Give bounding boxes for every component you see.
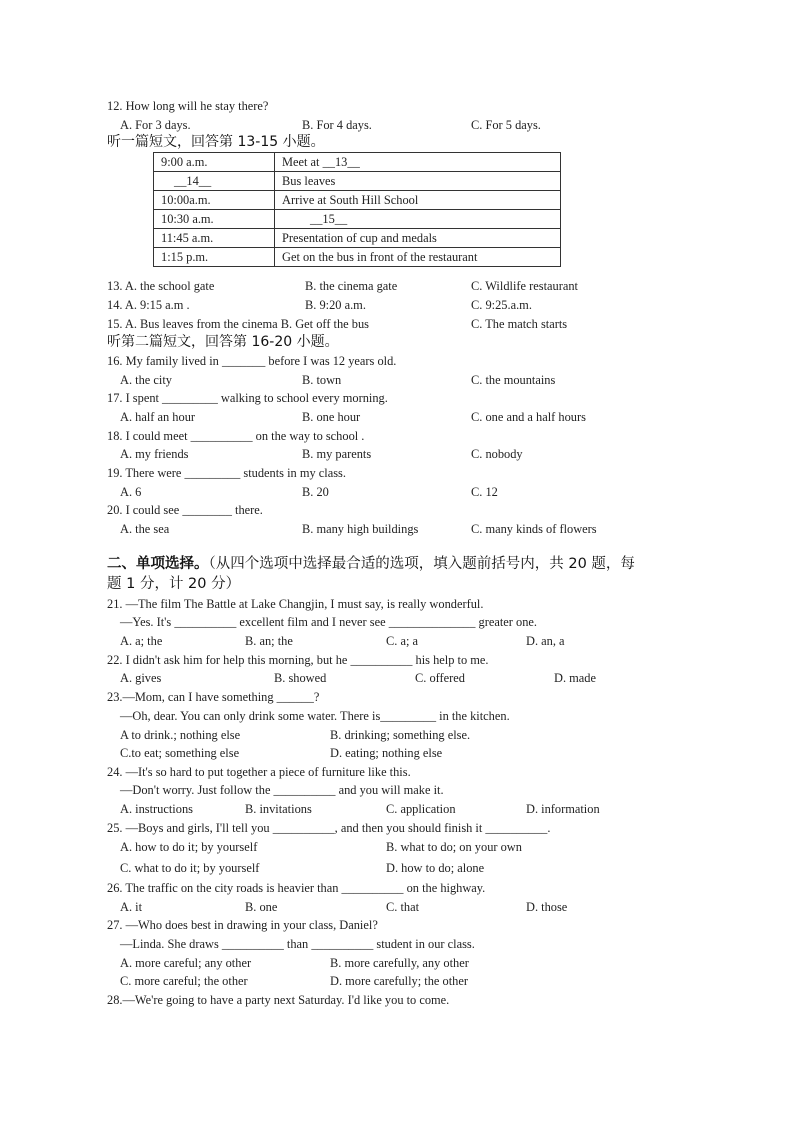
q18-option-c: C. nobody (471, 447, 523, 461)
q18-option-a: A. my friends (120, 447, 189, 461)
q27-option-a: A. more careful; any other (120, 956, 252, 970)
q20-stem: 20. I could see ________ there. (107, 503, 263, 517)
table-row (154, 191, 561, 210)
section-heading-16-20: 听第二篇短文，回答第 16-20 小题。 (107, 334, 339, 350)
q26-option-c: C. that (386, 900, 420, 914)
q27-stem: 27. —Who does best in drawing in your class, Daniel? (107, 918, 378, 932)
q13-option-c: C. Wildlife restaurant (471, 279, 578, 293)
q22-option-c: C. offered (415, 671, 466, 685)
schedule-event: Bus leaves (275, 172, 561, 191)
q18-stem: 18. I could meet __________ on the way to school . (107, 429, 365, 443)
q14-option-b: B. 9:20 a.m. (305, 298, 366, 312)
q26-option-d: D. those (526, 900, 568, 914)
q12-option-c: C. For 5 days. (471, 118, 541, 132)
q26-stem: 26. The traffic on the city roads is heavier than __________ on the highway. (107, 881, 486, 895)
q24-option-a: A. instructions (120, 802, 193, 816)
q24-stem-line2: —Don't worry. Just follow the __________ and you will make it. (120, 783, 444, 797)
schedule-event: Get on the bus in front of the restaurant (275, 248, 561, 267)
q13-option-b: B. the cinema gate (305, 279, 398, 293)
table-row (154, 153, 561, 172)
q12-stem: 12. How long will he stay there? (107, 99, 269, 113)
q25-option-b: B. what to do; on your own (386, 840, 522, 854)
q23-option-a: A to drink.; nothing else (120, 728, 241, 742)
part2-note: （从四个选项中选择最合适的选项，填入题前括号内，共 20 题，每 (208, 556, 635, 572)
schedule-event: Presentation of cup and medals (275, 229, 561, 248)
part2-title: 二、单项选择。 (107, 556, 209, 572)
q12-option-b: B. For 4 days. (302, 118, 372, 132)
q18-option-b: B. my parents (302, 447, 372, 461)
table-row (154, 229, 561, 248)
schedule-event: Arrive at South Hill School (275, 191, 561, 210)
q12-option-a: A. For 3 days. (120, 118, 191, 132)
section-heading-13-15: 听一篇短文，回答第 13-15 小题。 (107, 134, 325, 150)
q26-option-b: B. one (245, 900, 278, 914)
q21-option-c: C. a; a (386, 634, 418, 648)
q25-option-a: A. how to do it; by yourself (120, 840, 258, 854)
q20-option-c: C. many kinds of flowers (471, 522, 597, 536)
q28-stem: 28.—We're going to have a party next Saturday. I'd like you to come. (107, 993, 450, 1007)
schedule-time: 11:45 a.m. (154, 229, 275, 248)
q17-stem: 17. I spent _________ walking to school every morning. (107, 391, 388, 405)
q17-option-c: C. one and a half hours (471, 410, 586, 424)
schedule-time: 10:30 a.m. (154, 210, 275, 229)
q26-option-a: A. it (120, 900, 143, 914)
q20-option-b: B. many high buildings (302, 522, 419, 536)
q19-stem: 19. There were _________ students in my class. (107, 466, 346, 480)
table-row (154, 172, 561, 191)
table-row (154, 248, 561, 267)
q22-stem: 22. I didn't ask him for help this morning, but he __________ his help to me. (107, 653, 489, 667)
q16-option-a: A. the city (120, 373, 172, 387)
q16-option-b: B. town (302, 373, 342, 387)
q21-option-b: B. an; the (245, 634, 293, 648)
q27-stem-line2: —Linda. She draws __________ than __________ student in our class. (120, 937, 475, 951)
q19-option-a: A. 6 (120, 485, 142, 499)
q22-option-a: A. gives (120, 671, 162, 685)
q23-option-b: B. drinking; something else. (330, 728, 471, 742)
q21-option-a: A. a; the (120, 634, 163, 648)
q23-stem-line2: —Oh, dear. You can only drink some water. There is_________ in the kitchen. (120, 709, 510, 723)
q27-option-b: B. more carefully, any other (330, 956, 469, 970)
part2-heading (107, 556, 635, 572)
q15-option-c: C. The match starts (471, 317, 568, 331)
q19-option-c: C. 12 (471, 485, 498, 499)
schedule-table (153, 152, 561, 267)
q17-option-a: A. half an hour (120, 410, 196, 424)
q21-option-d: D. an, a (526, 634, 565, 648)
q20-option-a: A. the sea (120, 522, 170, 536)
q14-option-c: C. 9:25.a.m. (471, 298, 532, 312)
schedule-time: 10:00a.m. (154, 191, 275, 210)
schedule-event: __15__ (275, 210, 561, 229)
q21-stem-line2: —Yes. It's __________ excellent film and I never see ______________ greater one. (120, 615, 537, 629)
q25-stem: 25. —Boys and girls, I'll tell you __________, and then you should finish it __________. (107, 821, 551, 835)
q25-option-c: C. what to do it; by yourself (120, 861, 260, 875)
q22-option-b: B. showed (274, 671, 327, 685)
q23-option-c: C.to eat; something else (120, 746, 240, 760)
q19-option-b: B. 20 (302, 485, 329, 499)
q24-stem: 24. —It's so hard to put together a piece of furniture like this. (107, 765, 411, 779)
schedule-time: 1:15 p.m. (154, 248, 275, 267)
q15-options-ab: 15. A. Bus leaves from the cinema B. Get off the bus (107, 317, 369, 331)
q23-option-d: D. eating; nothing else (330, 746, 443, 760)
q25-option-d: D. how to do; alone (386, 861, 485, 875)
part2-note-line2: 题 1 分，计 20 分） (107, 576, 241, 592)
q16-option-c: C. the mountains (471, 373, 556, 387)
schedule-time: __14__ (154, 172, 275, 191)
q14-option-a: 14. A. 9:15 a.m . (107, 298, 190, 312)
q16-stem: 16. My family lived in _______ before I was 12 years old. (107, 354, 397, 368)
q23-stem: 23.—Mom, can I have something ______? (107, 690, 320, 704)
schedule-time: 9:00 a.m. (154, 153, 275, 172)
q24-option-d: D. information (526, 802, 600, 816)
q22-option-d: D. made (554, 671, 596, 685)
schedule-event: Meet at __13__ (275, 153, 561, 172)
q27-option-d: D. more carefully; the other (330, 974, 468, 988)
q21-stem: 21. —The film The Battle at Lake Changjin, I must say, is really wonderful. (107, 597, 484, 611)
q24-option-b: B. invitations (245, 802, 312, 816)
q17-option-b: B. one hour (302, 410, 361, 424)
q27-option-c: C. more careful; the other (120, 974, 248, 988)
table-row (154, 210, 561, 229)
q13-option-a: 13. A. the school gate (107, 279, 215, 293)
q24-option-c: C. application (386, 802, 456, 816)
